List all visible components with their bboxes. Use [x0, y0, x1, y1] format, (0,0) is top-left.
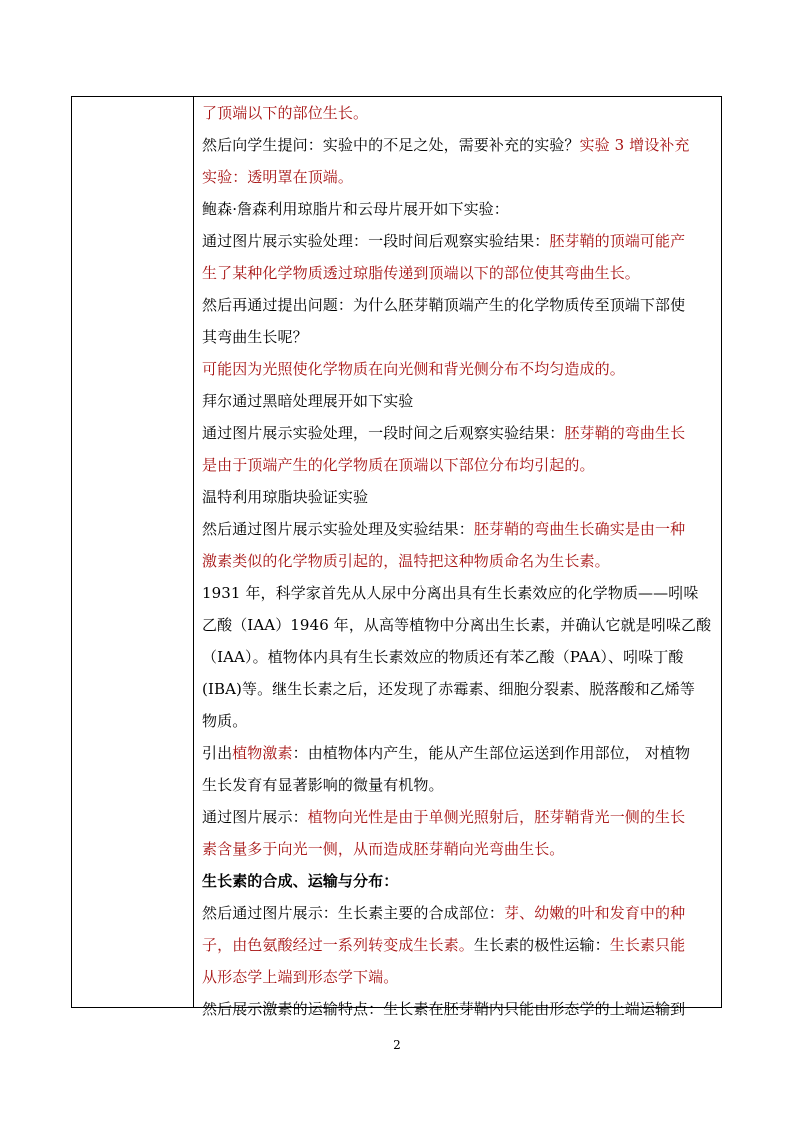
text-line: [202, 161, 716, 193]
text-line: [202, 609, 716, 641]
text-line: [202, 353, 716, 385]
text-span: 实验 3 增设补充: [579, 136, 690, 154]
text-line: [202, 577, 716, 609]
text-line: [202, 993, 716, 1025]
table-left-column: [72, 97, 194, 1007]
text-line: [202, 545, 716, 577]
text-line: [202, 929, 716, 961]
text-span: 胚芽鞘的弯曲生长: [564, 424, 686, 442]
text-span: 然后展示激素的运输特点：生长素在胚芽鞘内只能由形态学的上端运输到: [202, 1000, 686, 1018]
text-line: [202, 289, 716, 321]
text-span: 生长素的极性运输：: [473, 936, 610, 954]
text-span: 植物向光性是由于单侧光照射后，胚芽鞘背光一侧的生长: [307, 808, 686, 826]
text-span: 乙酸（IAA）1946 年，从高等植物中分离出生长素，并确认它就是吲哚乙酸: [202, 616, 712, 634]
text-line: [202, 641, 716, 673]
text-line: [202, 129, 716, 161]
text-line: [202, 865, 716, 897]
text-span: 可能因为光照使化学物质在向光侧和背光侧分布不均匀造成的。: [202, 360, 625, 378]
text-span: 拜尔通过黑暗处理展开如下实验: [202, 392, 414, 410]
lesson-table: [71, 96, 722, 1018]
text-span: 通过图片展示实验处理：一段时间后观察实验结果：: [202, 232, 550, 250]
text-line: [202, 321, 716, 353]
text-span: 植物激素: [232, 744, 293, 762]
text-line: [202, 225, 716, 257]
text-span: 然后再通过提出问题：为什么胚芽鞘顶端产生的化学物质传至顶端下部使: [202, 296, 686, 314]
text-span: 生长发育有显著影响的微量有机物。: [202, 776, 444, 794]
text-span: 通过图片展示：: [202, 808, 308, 826]
text-span: 温特利用琼脂块验证实验: [202, 488, 369, 506]
text-line: [202, 257, 716, 289]
text-span: 然后通过图片展示实验处理及实验结果：: [202, 520, 474, 538]
text-line: [202, 961, 716, 993]
text-span: 引出: [202, 744, 233, 762]
text-line: [202, 417, 716, 449]
text-span: 然后向学生提问：实验中的不足之处，需要补充的实验？: [202, 136, 580, 154]
text-span: 是由于顶端产生的化学物质在顶端以下部位分布均引起的。: [202, 456, 595, 474]
text-span: 生长素的合成、运输与分布：: [202, 872, 399, 890]
text-span: 激素类似的化学物质引起的，温特把这种物质命名为生长素。: [202, 552, 610, 570]
text-line: [202, 97, 716, 129]
text-span: 素含量多于向光一侧，从而造成胚芽鞘向光弯曲生长。: [202, 840, 565, 858]
text-line: [202, 737, 716, 769]
text-line: [202, 513, 716, 545]
text-line: [202, 385, 716, 417]
text-span: 实验：透明罩在顶端。: [202, 168, 354, 186]
text-line: [202, 481, 716, 513]
text-span: 其弯曲生长呢？: [202, 328, 308, 346]
text-span: 从形态学上端到形态学下端。: [202, 968, 399, 986]
text-line: [202, 833, 716, 865]
text-span: 芽、幼嫩的叶和发育中的种: [504, 904, 686, 922]
text-span: 生长素只能: [609, 936, 686, 954]
table-content-cell: [202, 97, 716, 1025]
text-line: [202, 897, 716, 929]
text-line: [202, 193, 716, 225]
text-span: ：由植物体内产生，能从产生部位运送到作用部位， 对植物: [292, 744, 691, 762]
text-span: （IAA）。植物体内具有生长素效应的物质还有苯乙酸（PAA）、吲哚丁酸: [202, 648, 684, 666]
text-line: [202, 449, 716, 481]
text-span: 子，由色氨酸经过一系列转变成生长素。: [202, 936, 474, 954]
text-span: 胚芽鞘的弯曲生长确实是由一种: [473, 520, 686, 538]
text-span: 物质。: [202, 712, 248, 730]
text-line: [202, 673, 716, 705]
page-number: 2: [393, 1038, 401, 1052]
text-line: [202, 801, 716, 833]
text-span: 通过图片展示实验处理，一段时间之后观察实验结果：: [202, 424, 565, 442]
text-span: 生了某种化学物质透过琼脂传递到顶端以下的部位使其弯曲生长。: [202, 264, 640, 282]
text-span: 了顶端以下的部位生长。: [202, 104, 369, 122]
text-span: 胚芽鞘的顶端可能产: [549, 232, 686, 250]
text-line: [202, 769, 716, 801]
text-span: 然后通过图片展示：生长素主要的合成部位：: [202, 904, 505, 922]
text-span: 鲍森·詹森利用琼脂片和云母片展开如下实验：: [202, 200, 509, 218]
text-line: [202, 705, 716, 737]
text-span: 1931 年，科学家首先从人尿中分离出具有生长素效应的化学物质——吲哚: [202, 584, 699, 602]
text-span: (IBA)等。继生长素之后，还发现了赤霉素、细胞分裂素、脱落酸和乙烯等: [202, 680, 695, 698]
